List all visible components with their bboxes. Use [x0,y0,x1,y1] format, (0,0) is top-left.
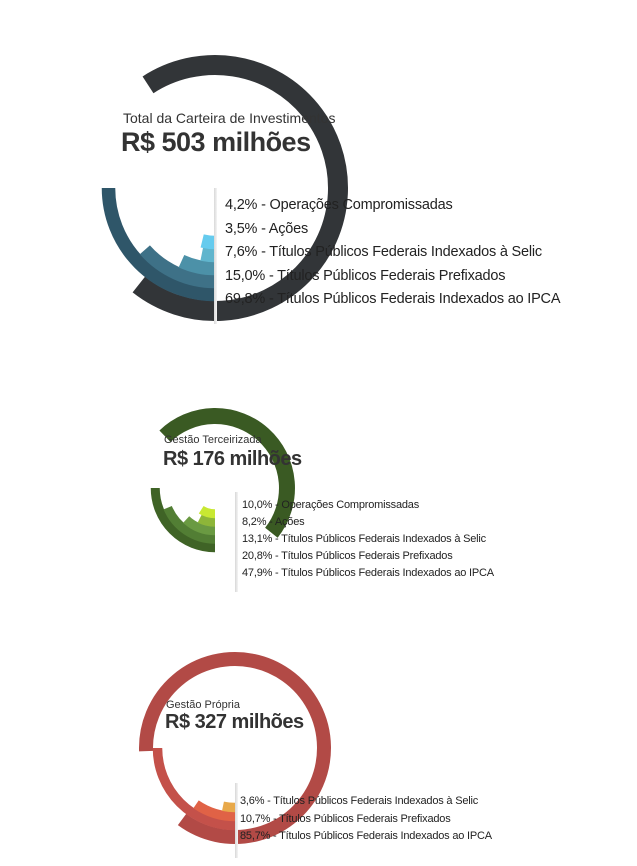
legend-item: 4,2% - Operações Compromissadas [225,197,453,213]
legend-divider [214,188,217,324]
legend-divider [235,783,238,858]
legend [225,194,560,312]
total-portfolio-chart [0,0,637,340]
legend-item: 85,7% - Títulos Públicos Federais Indexados ao IPCA [240,830,492,842]
chart-title: Gestão Própria [166,699,240,711]
legend-item: 15,0% - Títulos Públicos Federais Prefixados [225,267,506,284]
chart-total-value: R$ 327 milhões [165,711,304,733]
band-a-es [200,519,215,523]
chart-total-value: R$ 503 milhões [121,127,311,157]
band-t-tulos-p-blicos-federais-indexados-selic [181,261,215,268]
legend-item: 13,1% - Títulos Públicos Federais Indexados à Selic [242,533,486,545]
legend-item: 47,9% - Títulos Públicos Federais Indexados ao IPCA [242,567,494,579]
legend [240,793,492,846]
chart-title: Total da Carteira de Investimentos [123,110,336,126]
legend-divider [235,492,238,592]
band-a-es [202,254,215,255]
band-t-tulos-p-blicos-federais-indexados-selic [223,806,235,807]
legend-item: 10,0% - Operações Compromissadas [242,499,420,511]
own-management-chart [0,635,637,866]
legend-item: 7,6% - Títulos Públicos Federais Indexados à Selic [225,244,542,260]
chart-total-value: R$ 176 milhões [163,448,302,470]
chart-title: Gestão Terceirizada [164,434,262,446]
outsourced-management-chart [0,362,637,602]
legend-item: 3,6% - Títulos Públicos Federais Indexados à Selic [240,795,479,807]
band-opera-es-compromissadas [201,510,215,514]
legend-item: 8,2% - Ações [242,516,305,528]
legend-item: 3,5% - Ações [225,220,309,237]
legend-item: 69,8% - Títulos Públicos Federais Indexados ao IPCA [225,291,561,307]
legend-item: 10,7% - Títulos Públicos Federais Prefixados [240,812,451,825]
legend [242,497,494,582]
legend-item: 20,8% - Títulos Públicos Federais Prefixados [242,550,453,562]
